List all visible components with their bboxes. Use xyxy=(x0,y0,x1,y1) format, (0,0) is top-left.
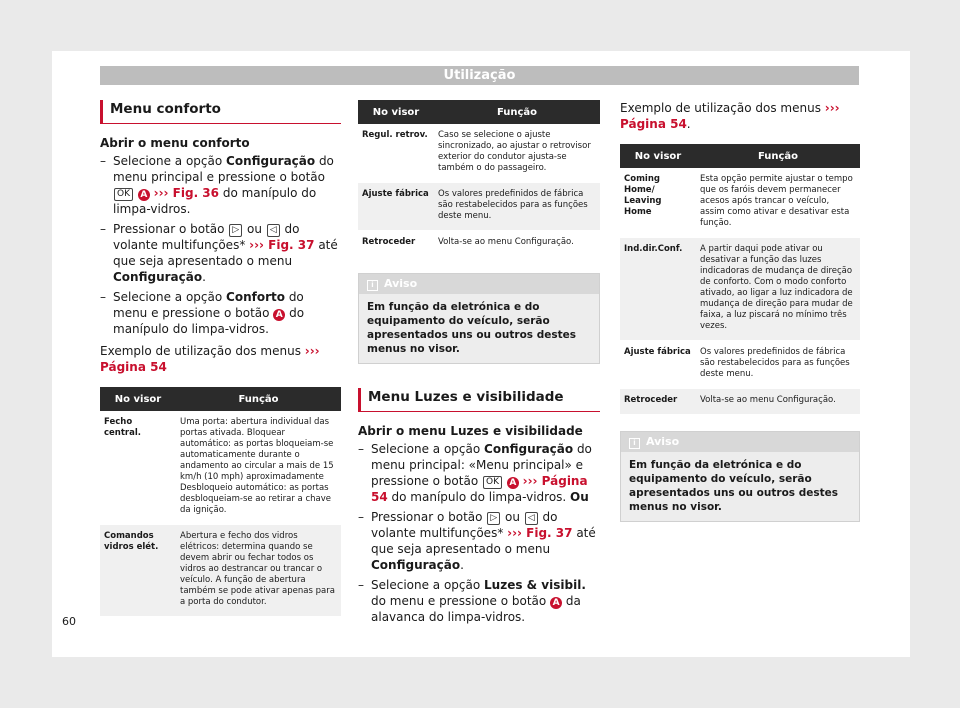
step: – Pressionar o botão ▷ ou ◁ do volante multifunções* ››› Fig. 37 até que seja apresentado o menu Configuração. xyxy=(358,510,596,572)
table-header: No visor xyxy=(620,144,696,168)
right-arrow-key-icon: ▷ xyxy=(229,224,242,237)
notice-header: i Aviso xyxy=(359,274,599,294)
notice-header: i Aviso xyxy=(621,432,859,452)
example-paragraph: Exemplo de utilização dos menus ››› Página 54 xyxy=(100,344,320,374)
table-row: Ajuste fábrica Os valores predefinidos de fábrica são restabelecidos para as funções deste menu. xyxy=(620,341,860,389)
page-number: 60 xyxy=(62,615,76,628)
label-a-icon: A xyxy=(507,477,519,489)
column-left xyxy=(100,100,341,617)
cross-reference-link[interactable]: ››› Página 54 xyxy=(371,474,588,504)
table-row: Coming Home/ Leaving Home Esta opção permite ajustar o tempo que os faróis devem permanecer acesos após trancar o veículo, assim como ativar e desativar esta função. xyxy=(620,168,860,238)
step: – Pressionar o botão ▷ ou ◁ do volante multifunções* ››› Fig. 37 até que seja apresentado o menu Configuração. xyxy=(100,222,338,284)
example-paragraph: Exemplo de utilização dos menus ››› Página 54. xyxy=(620,101,840,131)
table-header: No visor xyxy=(100,387,176,411)
page-header: Utilização xyxy=(100,66,859,85)
left-arrow-key-icon: ◁ xyxy=(525,512,538,525)
table-header: No visor xyxy=(358,100,434,124)
table-header: Função xyxy=(176,387,341,411)
table-row: Retroceder Volta-se ao menu Configuração. xyxy=(358,231,600,257)
subsection-title: Abrir o menu conforto xyxy=(100,136,250,150)
step: – Selecione a opção Conforto do menu e pressione o botão A do manípulo do limpa-vidros. xyxy=(100,290,305,336)
menu-table xyxy=(100,387,341,617)
cross-reference-link[interactable]: ››› Fig. 37 xyxy=(249,238,315,252)
info-icon: i xyxy=(367,280,378,291)
right-arrow-key-icon: ▷ xyxy=(487,512,500,525)
step: – Selecione a opção Configuração do menu principal: «Menu principal» e pressione o botão OK A ››› Página 54 do manípulo do limpa-vidros. Ou xyxy=(358,442,592,504)
menu-table xyxy=(620,144,860,415)
cross-reference-link[interactable]: ››› Fig. 37 xyxy=(507,526,573,540)
cross-reference-link[interactable]: ››› Página 54 xyxy=(620,101,840,131)
table-row: Comandos vidros elét. Abertura e fecho dos vidros elétricos: determina quando se devem abrir ou fechar todos os vidros ao destrancar ou trancar o veículo. A função de abertura também se pode ativar apenas para a porta do condutor. xyxy=(100,525,341,617)
table-row: Fecho central. Uma porta: abertura individual das portas ativada. Bloquear automático: as portas bloqueiam-se automaticamente durante o andamento ao circular a mais de 15 km/h (10 mph) aproximadamente Desbloqueio automático: as portas desbloqueiam-se ao retirar a chave da ignição. xyxy=(100,411,341,525)
section-title: Menu conforto xyxy=(100,100,341,124)
table-header: Função xyxy=(696,144,860,168)
notice-text: Em função da eletrónica e do equipamento do veículo, serão apresentados uns ou outros destes menus no visor. xyxy=(621,452,859,521)
label-a-icon: A xyxy=(138,189,150,201)
column-middle xyxy=(358,100,600,629)
table-row: Ajuste fábrica Os valores predefinidos de fábrica são restabelecidos para as funções deste menu. xyxy=(358,183,600,231)
notice-box xyxy=(358,273,600,364)
notice-box xyxy=(620,431,860,522)
section-title: Menu Luzes e visibilidade xyxy=(358,388,600,412)
info-icon: i xyxy=(629,438,640,449)
step: – Selecione a opção Luzes & visibil. do menu e pressione o botão A da alavanca do limpa-vidros. xyxy=(358,578,586,624)
menu-table xyxy=(358,100,600,257)
notice-text: Em função da eletrónica e do equipamento do veículo, serão apresentados uns ou outros destes menus no visor. xyxy=(359,294,599,363)
label-a-icon: A xyxy=(550,597,562,609)
table-row: Retroceder Volta-se ao menu Configuração. xyxy=(620,389,860,415)
subsection-title: Abrir o menu Luzes e visibilidade xyxy=(358,424,583,438)
ok-key-icon: OK xyxy=(483,476,502,489)
left-arrow-key-icon: ◁ xyxy=(267,224,280,237)
table-row: Ind.dir.Conf. A partir daqui pode ativar ou desativar a função das luzes indicadoras de mudança de direção de conforto. Com o modo conforto ativado, ao ligar a luz indicadora de mudança de direção para mudar de faixa, a luz piscará no mínimo três vezes. xyxy=(620,238,860,341)
column-right xyxy=(620,100,860,522)
table-row: Regul. retrov. Caso se selecione o ajuste sincronizado, ao ajustar o retrovisor exterior do condutor ajusta-se também o do passageiro. xyxy=(358,124,600,183)
step: – Selecione a opção Configuração do menu principal e pressione o botão OK A ››› Fig. 36 do manípulo do limpa-vidros. xyxy=(100,154,334,216)
ok-key-icon: OK xyxy=(114,188,133,201)
cross-reference-link[interactable]: ››› Fig. 36 xyxy=(153,186,220,200)
table-header: Função xyxy=(434,100,600,124)
cross-reference-link[interactable]: ››› Página 54 xyxy=(100,344,320,374)
label-a-icon: A xyxy=(273,309,285,321)
